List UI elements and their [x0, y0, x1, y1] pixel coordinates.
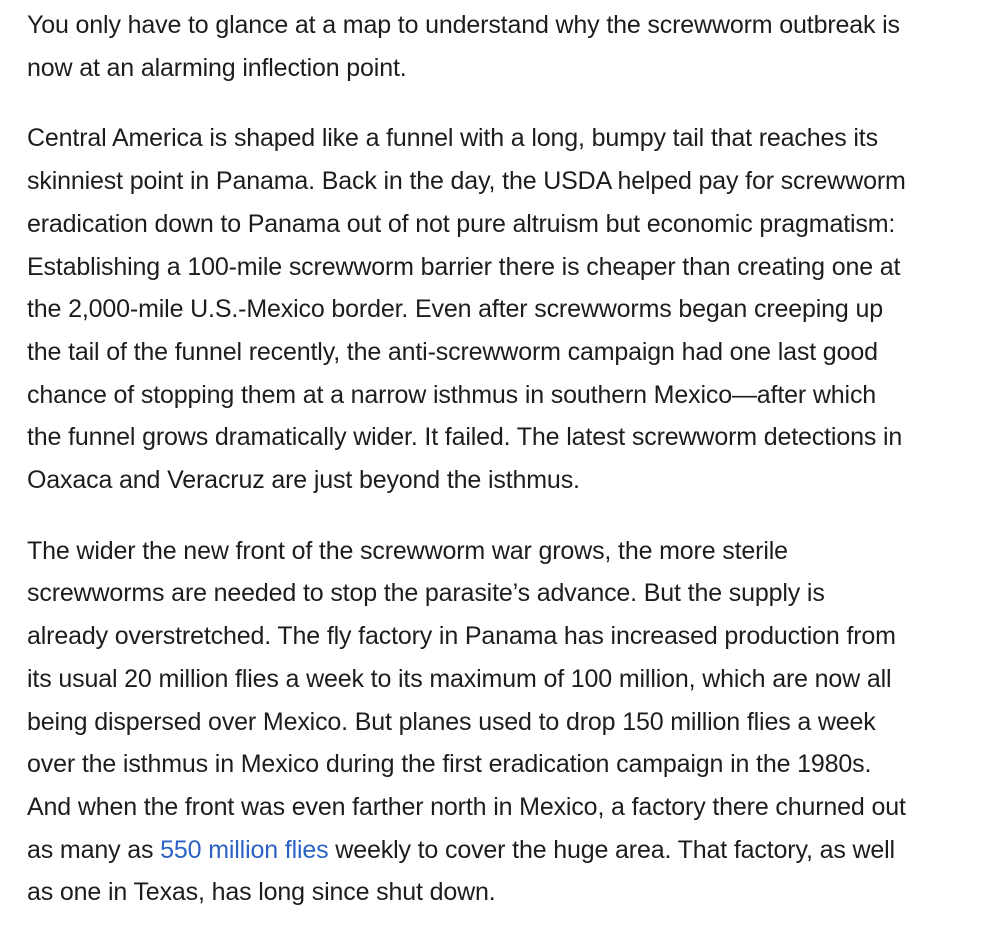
- paragraph-line: weekly to cover the huge area. That factory, as well: [328, 835, 895, 864]
- paragraph-line: the tail of the funnel recently, the anti-screwworm campaign had one last good: [27, 337, 878, 366]
- paragraph-line: being dispersed over Mexico. But planes used to drop 150 million flies a week: [27, 707, 876, 736]
- paragraph-line: skinniest point in Panama. Back in the day, the USDA helped pay for screwworm: [27, 167, 906, 196]
- paragraph-line: chance of stopping them at a narrow isthmus in southern Mexico—after which: [27, 380, 877, 409]
- paragraph-1: [27, 4, 987, 89]
- article-body: [27, 4, 987, 942]
- paragraph-3: [27, 530, 987, 914]
- paragraph-line: Central America is shaped like a funnel with a long, bumpy tail that reaches its: [27, 124, 878, 153]
- paragraph-line: screwworms are needed to stop the parasite’s advance. But the supply is: [27, 579, 825, 608]
- paragraph-line: Oaxaca and Veracruz are just beyond the isthmus.: [27, 466, 580, 495]
- paragraph-line: the 2,000-mile U.S.-Mexico border. Even after screwworms began creeping up: [27, 295, 883, 324]
- paragraph-line: as many as: [27, 835, 161, 864]
- paragraph-line: the funnel grows dramatically wider. It failed. The latest screwworm detections in: [27, 423, 903, 452]
- paragraph-line: You only have to glance at a map to understand why the screwworm outbreak is: [27, 11, 900, 39]
- paragraph-line: already overstretched. The fly factory in Panama has increased production from: [27, 622, 896, 651]
- paragraph-line: eradication down to Panama out of not pure altruism but economic pragmatism:: [27, 209, 896, 238]
- paragraph-line: now at an alarming inflection point.: [27, 53, 407, 82]
- paragraph-line: Establishing a 100-mile screwworm barrier there is cheaper than creating one at: [27, 252, 901, 281]
- paragraph-line: over the isthmus in Mexico during the first eradication campaign in the 1980s.: [27, 750, 872, 779]
- paragraph-line: its usual 20 million flies a week to its maximum of 100 million, which are now all: [27, 664, 892, 693]
- paragraph-line: The wider the new front of the screwworm war grows, the more sterile: [27, 536, 788, 565]
- paragraph-line: as one in Texas, has long since shut down.: [27, 878, 496, 907]
- flies-link[interactable]: 550 million flies: [160, 835, 329, 864]
- paragraph-2: [27, 117, 987, 501]
- paragraph-line: And when the front was even farther north in Mexico, a factory there churned out: [27, 792, 906, 821]
